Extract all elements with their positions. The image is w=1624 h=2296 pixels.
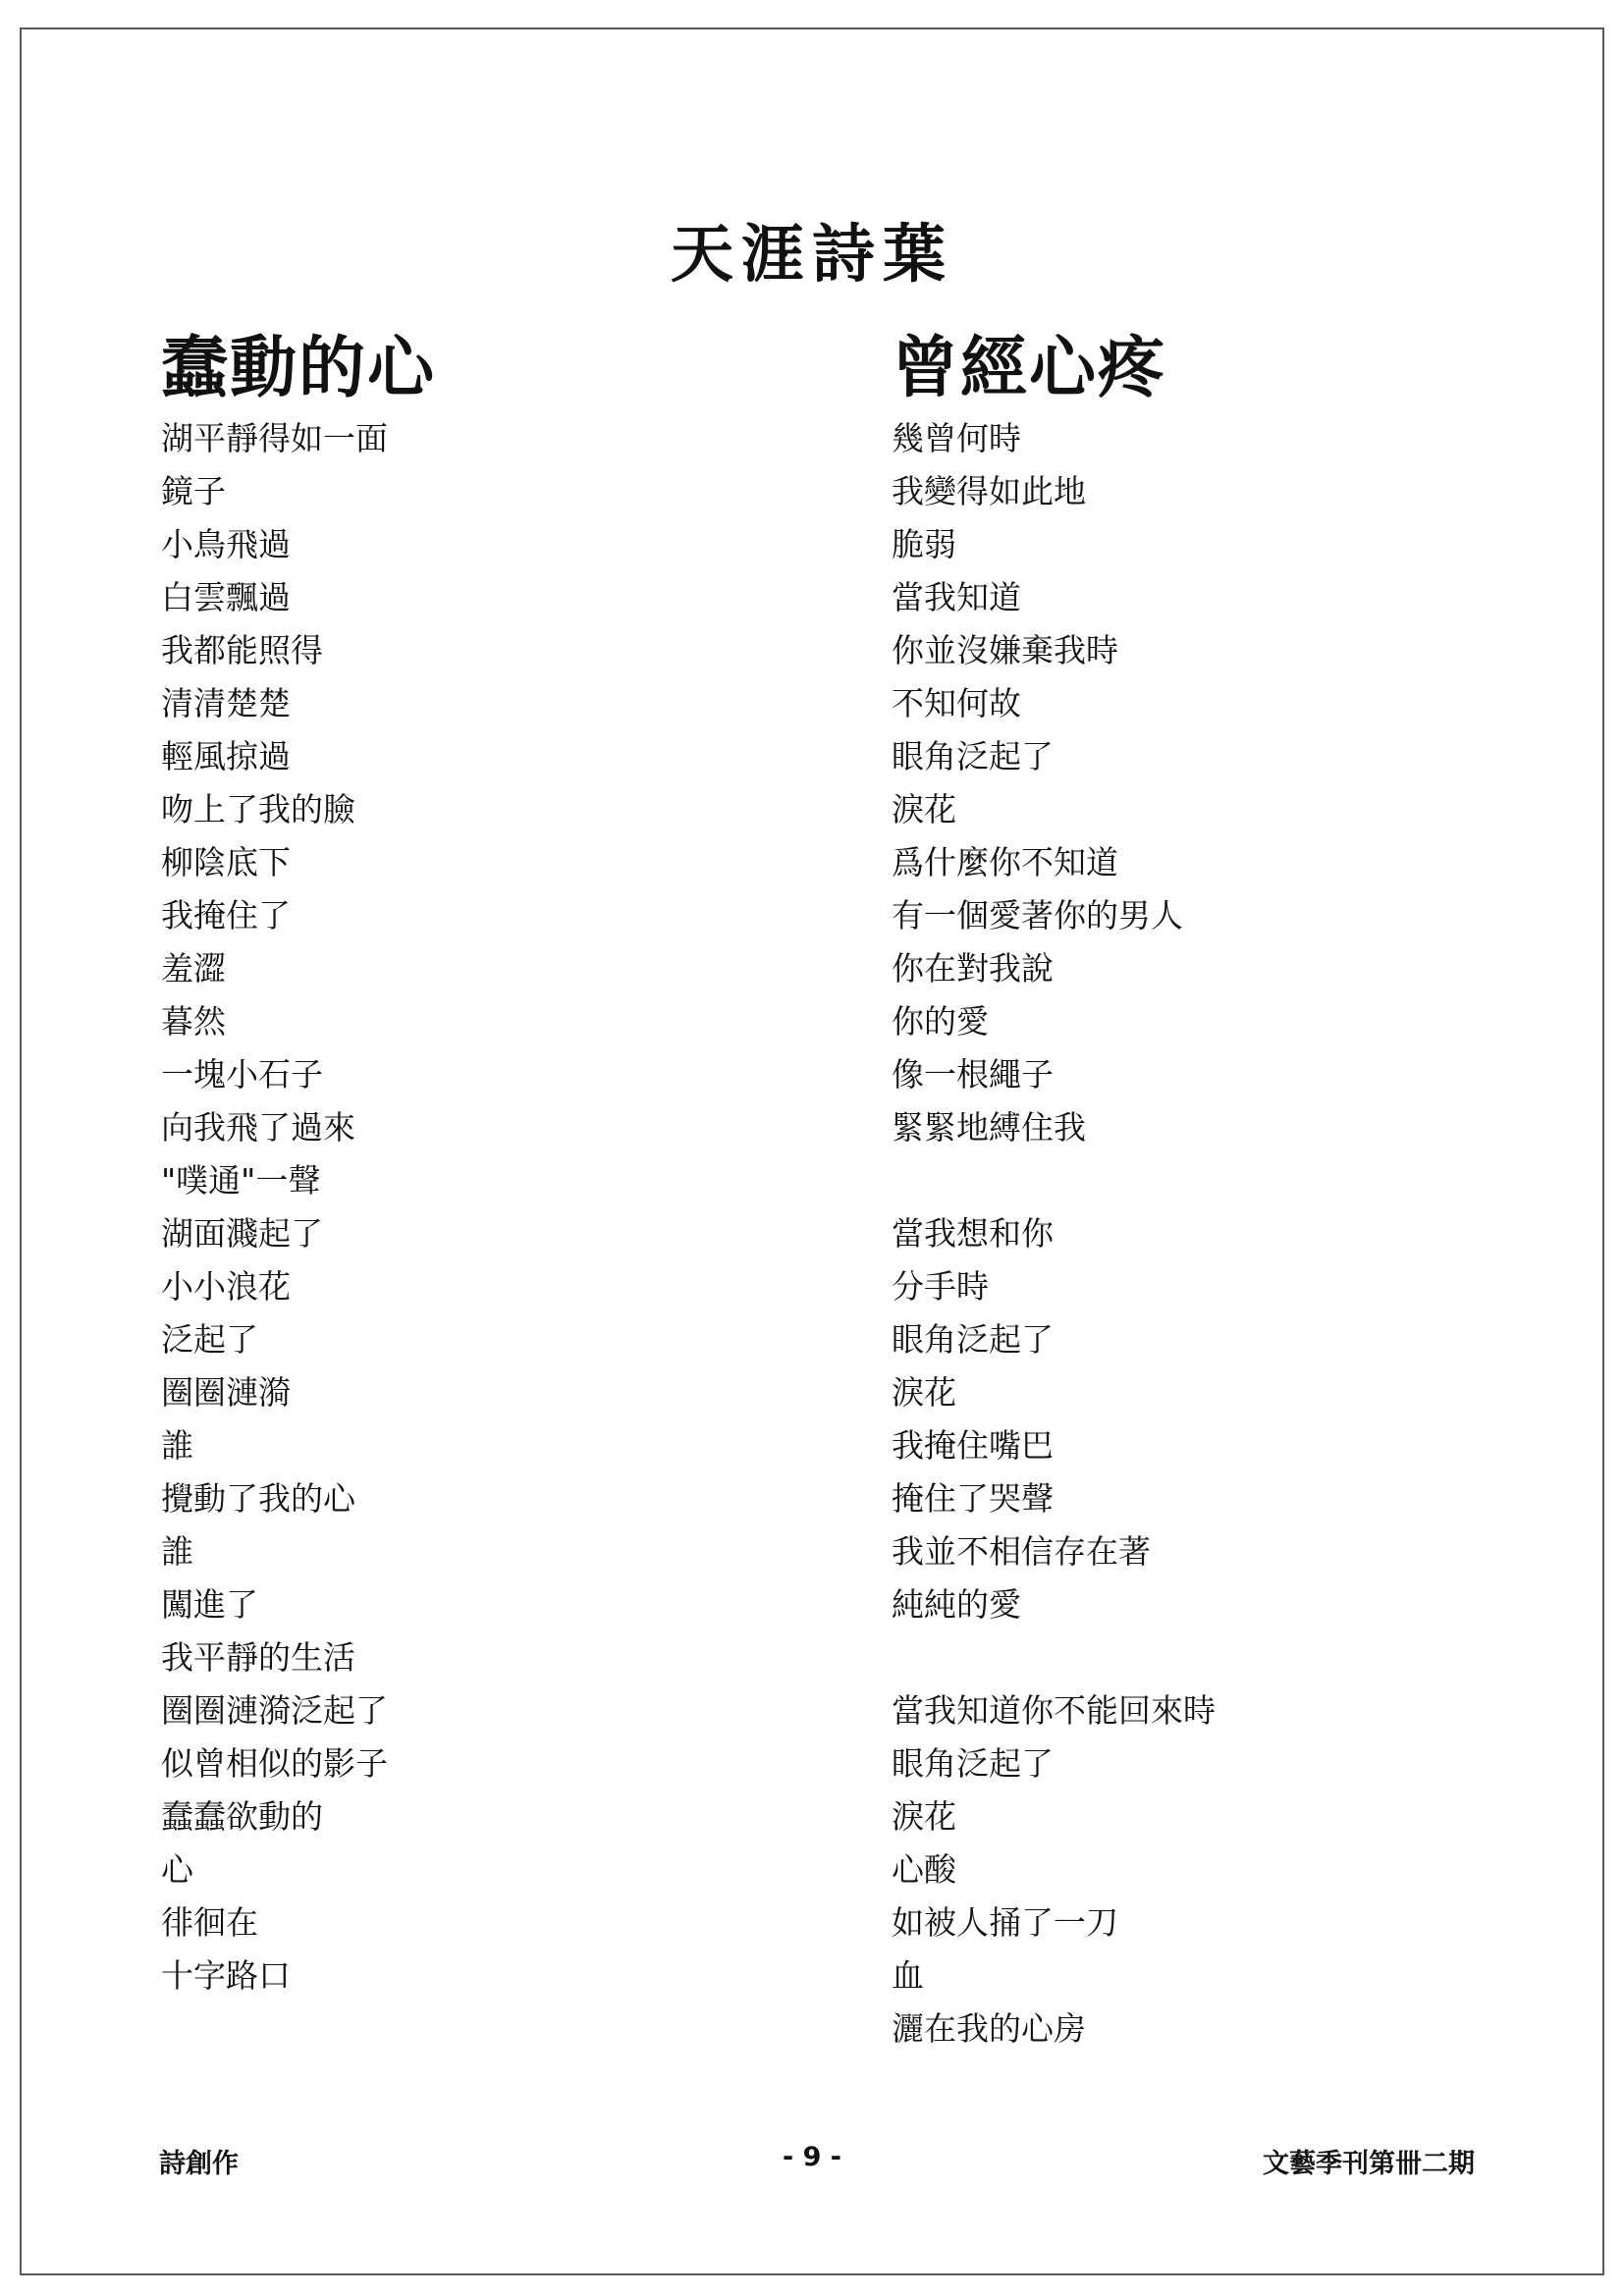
poem-line: 誰: [161, 1426, 193, 1465]
poem-line: [892, 1631, 1216, 1684]
poem-line: 當我想和你: [892, 1214, 1054, 1253]
poem-line: 輕風掠過: [161, 737, 291, 775]
poem-line: 淚花: [892, 790, 956, 828]
poem-line: 像一根繩子: [892, 1055, 1054, 1094]
poem-lines: [161, 412, 436, 2002]
poem-line: 灑在我的心房: [892, 2009, 1086, 2048]
poem-column-right: [892, 324, 1216, 2056]
page: [20, 27, 1604, 2275]
poem-line: 掩住了哭聲: [892, 1479, 1054, 1518]
poem-line: 闖進了: [161, 1585, 258, 1624]
poem-line: 攪動了我的心: [161, 1479, 355, 1518]
poem-line: 爲什麼你不知道: [892, 843, 1118, 881]
poem-line: 眼角泛起了: [892, 737, 1054, 775]
poem-line: 似曾相似的影子: [161, 1744, 388, 1783]
poem-line: 不知何故: [892, 684, 1021, 722]
poem-line: 有一個愛著你的男人: [892, 896, 1183, 934]
poem-line: 圈圈漣漪: [161, 1373, 291, 1412]
poem-line: 暮然: [161, 1002, 226, 1041]
poem-line: 血: [892, 1956, 924, 1995]
poem-line: 清清楚楚: [161, 684, 291, 722]
poem-title: 曾經心疼: [892, 329, 1167, 407]
poem-line: 眼角泛起了: [892, 1744, 1054, 1783]
poem-column-left: [161, 324, 436, 2002]
poem-line: 小鳥飛過: [161, 525, 291, 563]
poem-line: 脆弱: [892, 525, 956, 563]
poem-line: 淚花: [892, 1373, 956, 1412]
footer-publication: 文藝季刊第卌二期: [1263, 2149, 1475, 2179]
poem-line: 我掩住嘴巴: [892, 1426, 1054, 1465]
poem-line: 幾曾何時: [892, 419, 1021, 457]
poem-line: 向我飛了過來: [161, 1108, 355, 1147]
footer-page-number: - 9 -: [783, 2142, 841, 2172]
poem-line: 心酸: [892, 1850, 956, 1889]
poem-line: 湖面濺起了: [161, 1214, 323, 1253]
poem-line: 我都能照得: [161, 631, 323, 669]
poem-line: 你的愛: [892, 1002, 989, 1041]
poem-line: 緊緊地縛住我: [892, 1108, 1086, 1147]
poem-line: 一塊小石子: [161, 1055, 323, 1094]
poem-line: 眼角泛起了: [892, 1320, 1054, 1359]
poem-line: "噗通"一聲: [161, 1161, 321, 1200]
footer-section: 詩創作: [159, 2149, 239, 2179]
poem-line: 蠢蠢欲動的: [161, 1797, 323, 1836]
poem-line: 柳陰底下: [161, 843, 291, 881]
poem-line: 你在對我說: [892, 949, 1054, 988]
poem-line: 你並沒嫌棄我時: [892, 631, 1118, 669]
poem-line: 十字路口: [161, 1956, 291, 1995]
poem-line: 我變得如此地: [892, 472, 1086, 510]
poem-line: 小小浪花: [161, 1267, 291, 1306]
poem-line: 心: [161, 1850, 193, 1889]
poem-line: 我並不相信存在著: [892, 1532, 1151, 1571]
poem-line: 當我知道你不能回來時: [892, 1691, 1216, 1730]
poem-line: 誰: [161, 1532, 193, 1571]
poem-line: 當我知道: [892, 578, 1021, 616]
poem-line: 我掩住了: [161, 896, 291, 934]
poem-line: 吻上了我的臉: [161, 790, 355, 828]
poem-line: 白雲飄過: [161, 578, 291, 616]
poem-line: 羞澀: [161, 949, 226, 988]
poem-line: 我平靜的生活: [161, 1638, 355, 1677]
poem-line: 淚花: [892, 1797, 956, 1836]
poem-line: 湖平靜得如一面: [161, 419, 388, 457]
poem-line: 圈圈漣漪泛起了: [161, 1691, 388, 1730]
poem-line: 泛起了: [161, 1320, 258, 1359]
poem-title: 蠢動的心: [161, 329, 437, 407]
poem-line: 如被人捅了一刀: [892, 1903, 1118, 1942]
poem-line: [892, 1154, 1216, 1207]
poem-line: 純純的愛: [892, 1585, 1021, 1624]
poem-line: 徘徊在: [161, 1903, 258, 1942]
page-heading: 天涯詩葉: [671, 218, 953, 292]
poem-lines: [892, 412, 1216, 2056]
poem-line: 鏡子: [161, 472, 226, 510]
poem-line: 分手時: [892, 1267, 989, 1306]
